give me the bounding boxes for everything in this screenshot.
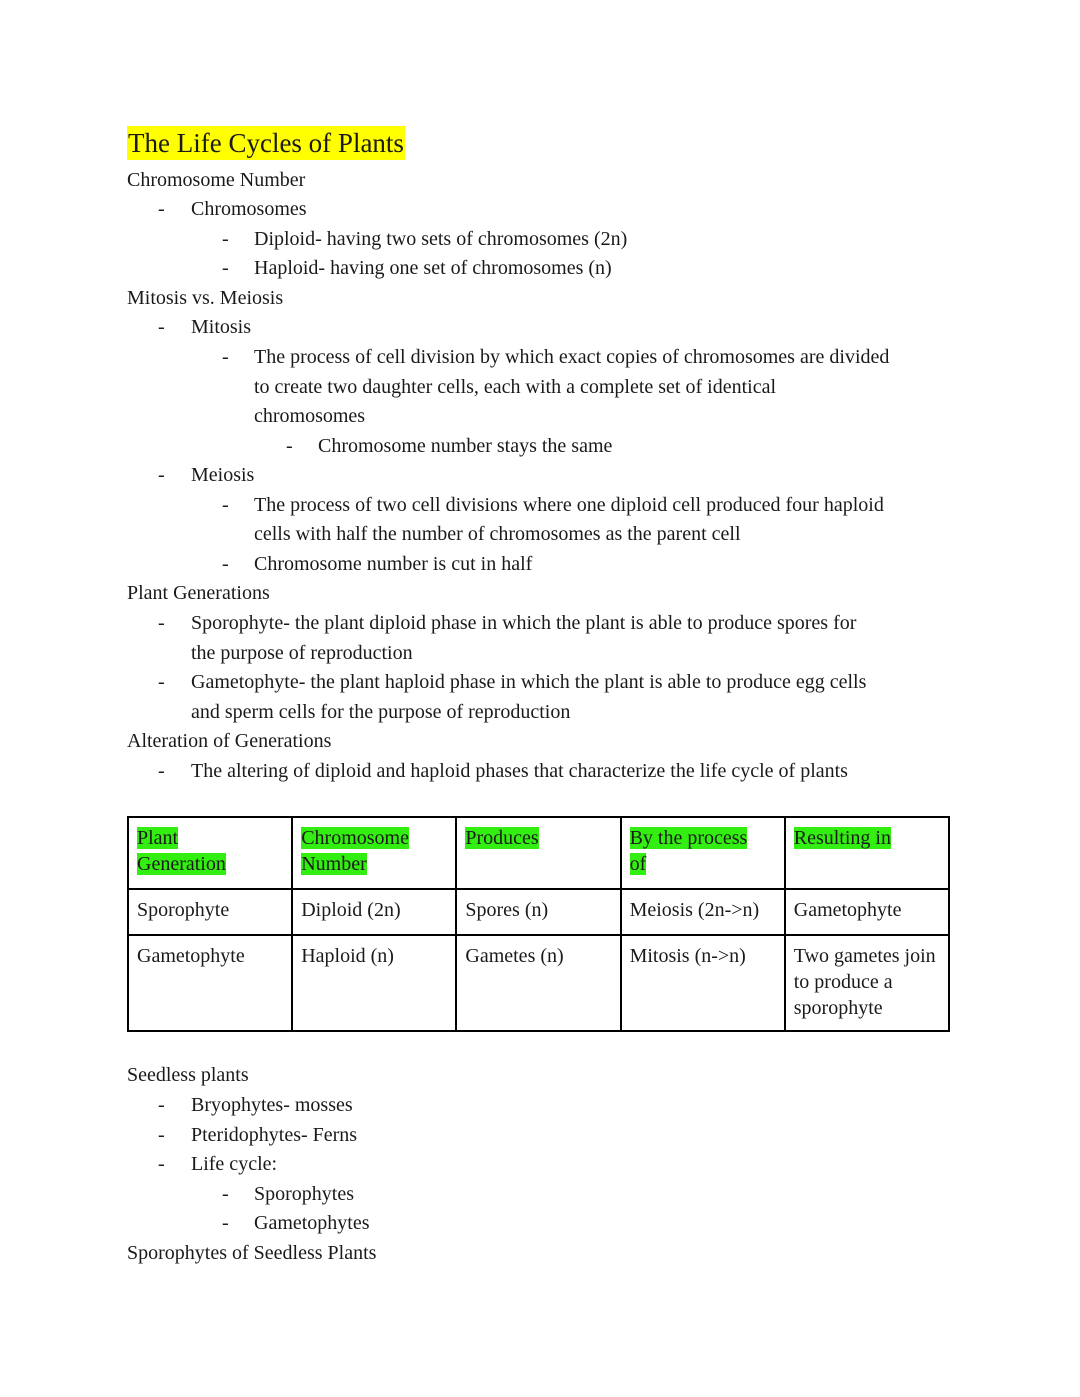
- table-cell: Gametophyte: [128, 935, 292, 1031]
- bullet-dash: -: [158, 760, 165, 782]
- table-cell: Gametes (n): [456, 935, 620, 1031]
- table-cell: Gametophyte: [785, 889, 949, 935]
- table-cell: Mitosis (n->n): [621, 935, 785, 1031]
- bullet-dash: -: [222, 1183, 229, 1205]
- table-header-row: [128, 817, 949, 889]
- header-text: Produces: [465, 827, 539, 849]
- section-heading-sporophytes-seedless: Sporophytes of Seedless Plants: [127, 1242, 377, 1264]
- mitosis-definition-line-2: to create two daughter cells, each with a complete set of identical: [254, 376, 777, 398]
- bullet-dash: -: [222, 1212, 229, 1234]
- bullet-dash: -: [286, 435, 293, 457]
- table-cell: Spores (n): [456, 889, 620, 935]
- mitosis-definition-line-3: chromosomes: [254, 405, 366, 427]
- table-header-cell: [128, 817, 292, 889]
- bullet-dash: -: [158, 1094, 165, 1116]
- table-cell: Two gametes join to produce a sporophyte: [785, 935, 949, 1031]
- meiosis-definition-line-1: The process of two cell divisions where one diploid cell produced four haploid: [254, 494, 884, 516]
- table-row: [128, 889, 949, 935]
- bullet-dash: -: [222, 228, 229, 250]
- header-text: Resulting in: [793, 827, 891, 849]
- bullet-dash: -: [158, 1124, 165, 1146]
- list-item-haploid: Haploid- having one set of chromosomes (n): [254, 257, 612, 279]
- sporophyte-definition-line-1: Sporophyte- the plant diploid phase in which the plant is able to produce spores for: [191, 612, 857, 634]
- list-item-chromosomes: Chromosomes: [191, 198, 307, 220]
- bullet-dash: -: [158, 316, 165, 338]
- meiosis-note: Chromosome number is cut in half: [254, 553, 533, 575]
- list-item-meiosis: Meiosis: [191, 464, 255, 486]
- section-heading-plant-generations: Plant Generations: [127, 582, 270, 604]
- bullet-dash: -: [158, 198, 165, 220]
- table-header-cell: [456, 817, 620, 889]
- table-cell: Haploid (n): [292, 935, 456, 1031]
- table-cell: Sporophyte: [128, 889, 292, 935]
- list-item-diploid: Diploid- having two sets of chromosomes (2n): [254, 228, 628, 250]
- gametophyte-definition-line-1: Gametophyte- the plant haploid phase in which the plant is able to produce egg cells: [191, 671, 867, 693]
- alteration-definition: The altering of diploid and haploid phases that characterize the life cycle of plants: [191, 760, 848, 782]
- table-header-cell: [785, 817, 949, 889]
- header-text: By the process of: [629, 827, 748, 875]
- header-text: Plant Generation: [137, 827, 226, 875]
- bullet-dash: -: [158, 464, 165, 486]
- section-heading-alteration: Alteration of Generations: [127, 730, 332, 752]
- list-item-life-cycle: Life cycle:: [191, 1153, 278, 1175]
- bullet-dash: -: [222, 257, 229, 279]
- table-header-cell: [292, 817, 456, 889]
- bullet-dash: -: [222, 346, 229, 368]
- list-item-bryophytes: Bryophytes- mosses: [191, 1094, 353, 1116]
- list-item-gametophytes: Gametophytes: [254, 1212, 370, 1234]
- bullet-dash: -: [158, 612, 165, 634]
- header-text: Chromosome Number: [301, 827, 409, 875]
- bullet-dash: -: [222, 494, 229, 516]
- list-item-sporophytes: Sporophytes: [254, 1183, 354, 1205]
- table-cell: Diploid (2n): [292, 889, 456, 935]
- bullet-dash: -: [158, 1153, 165, 1175]
- mitosis-note: Chromosome number stays the same: [318, 435, 613, 457]
- table-header-cell: [621, 817, 785, 889]
- mitosis-definition-line-1: The process of cell division by which exact copies of chromosomes are divided: [254, 346, 890, 368]
- table-cell: Meiosis (2n->n): [621, 889, 785, 935]
- list-item-mitosis: Mitosis: [191, 316, 252, 338]
- section-heading-seedless-plants: Seedless plants: [127, 1064, 249, 1086]
- gametophyte-definition-line-2: and sperm cells for the purpose of reproduction: [191, 701, 571, 723]
- sporophyte-definition-line-2: the purpose of reproduction: [191, 642, 413, 664]
- page-title: The Life Cycles of Plants: [128, 128, 404, 158]
- section-heading-mitosis-meiosis: Mitosis vs. Meiosis: [127, 287, 284, 309]
- table-row: [128, 935, 949, 1031]
- section-heading-chromosome-number: Chromosome Number: [127, 169, 306, 191]
- life-cycle-table: [127, 816, 950, 1032]
- meiosis-definition-line-2: cells with half the number of chromosomes as the parent cell: [254, 523, 741, 545]
- bullet-dash: -: [158, 671, 165, 693]
- list-item-pteridophytes: Pteridophytes- Ferns: [191, 1124, 358, 1146]
- bullet-dash: -: [222, 553, 229, 575]
